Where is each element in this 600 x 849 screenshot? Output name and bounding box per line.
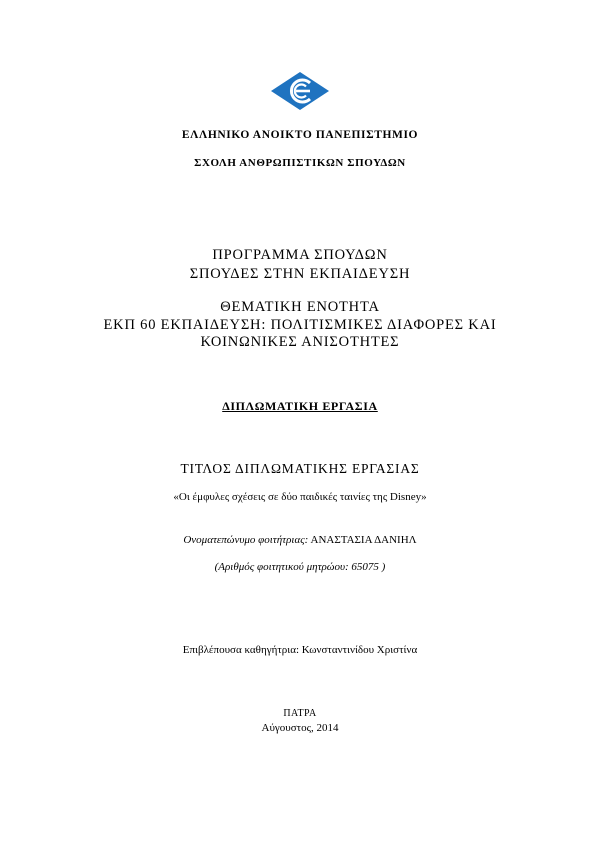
thesis-title: «Οι έμφυλες σχέσεις σε δύο παιδικές ταινίες της Disney»: [173, 491, 427, 503]
thesis-title-heading: ΤΙΤΛΟΣ ΔΙΠΛΩΜΑΤΙΚΗΣ ΕΡΓΑΣΙΑΣ: [180, 461, 420, 476]
thematic-unit-heading: ΘΕΜΑΤΙΚΗ ΕΝΟΤΗΤΑ: [220, 299, 380, 315]
city: ΠΑΤΡΑ: [283, 708, 317, 719]
thesis-label: ΔΙΠΛΩΜΑΤΙΚΗ ΕΡΓΑΣΙΑ: [222, 399, 378, 413]
supervisor: Επιβλέπουσα καθηγήτρια: Κωνσταντινίδου Χριστίνα: [182, 644, 418, 656]
thematic-unit-name-line1: ΕΚΠ 60 ΕΚΠΑΙΔΕΥΣΗ: ΠΟΛΙΤΙΣΜΙΚΕΣ ΔΙΑΦΟΡΕΣ ΚΑΙ: [103, 317, 497, 333]
university-emblem-icon: [270, 71, 330, 111]
program-heading: ΠΡΟΓΡΑΜΜΑ ΣΠΟΥΔΩΝ: [212, 247, 388, 263]
program-name: ΣΠΟΥΔΕΣ ΣΤΗΝ ΕΚΠΑΙΔΕΥΣΗ: [189, 266, 411, 282]
school-name: ΣΧΟΛΗ ΑΝΘΡΩΠΙΣΤΙΚΩΝ ΣΠΟΥΔΩΝ: [194, 157, 406, 169]
student-registration-number: (Αριθμός φοιτητικού μητρώου: 65075 ): [214, 561, 386, 573]
date: Αύγουστος, 2014: [261, 722, 339, 734]
student-line: [0, 535, 600, 546]
university-name: ΕΛΛΗΝΙΚΟ ΑΝΟΙΚΤΟ ΠΑΝΕΠΙΣΤΗΜΙΟ: [181, 129, 419, 141]
student-label: Ονοματεπώνυμο φοιτήτριας:: [183, 534, 309, 546]
thematic-unit-name-line2: ΚΟΙΝΩΝΙΚΕΣ ΑΝΙΣΟΤΗΤΕΣ: [200, 334, 400, 350]
student-name: ΑΝΑΣΤΑΣΙΑ ΔΑΝΙΗΛ: [310, 534, 417, 546]
